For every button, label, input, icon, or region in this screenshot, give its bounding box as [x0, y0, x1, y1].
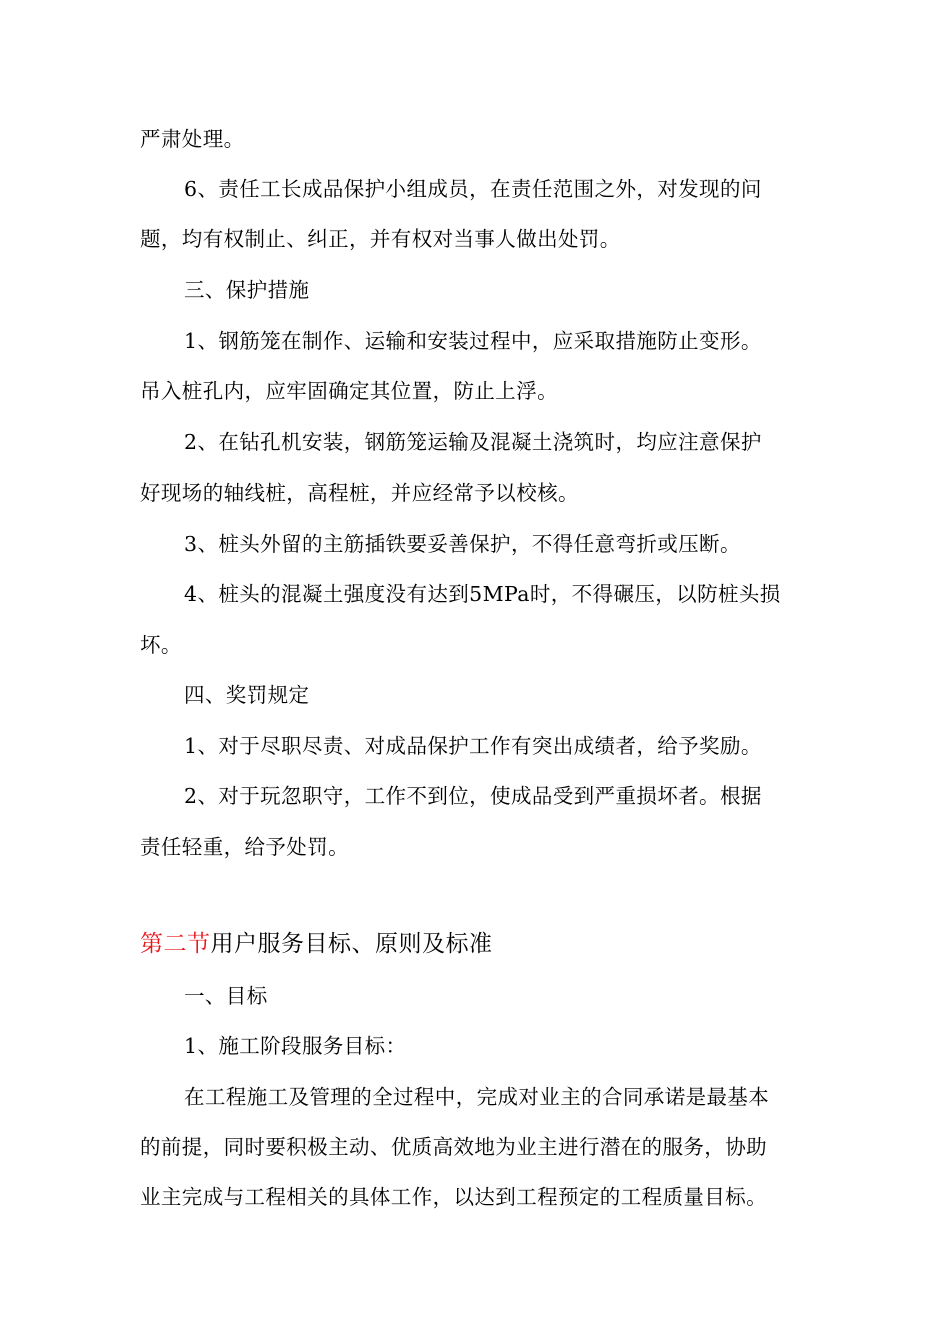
subsection-title: 四、奖罚规定 — [184, 683, 310, 707]
paragraph-line: 好现场的轴线桩，高程桩，并应经常予以校核。 — [140, 481, 579, 505]
paragraph-line: 坏。 — [140, 633, 182, 657]
paragraph-line: 题，均有权制止、纠正，并有权对当事人做出处罚。 — [140, 227, 621, 251]
paragraph-line: 在工程施工及管理的全过程中，完成对业主的合同承诺是最基本 — [184, 1085, 770, 1109]
paragraph-line: 1、钢筋笼在制作、运输和安装过程中，应采取措施防止变形。 — [184, 329, 762, 353]
paragraph-line: 2、在钻孔机安装，钢筋笼运输及混凝土浇筑时，均应注意保护 — [184, 430, 762, 454]
paragraph-line: 吊入桩孔内，应牢固确定其位置，防止上浮。 — [140, 379, 558, 403]
paragraph-line: 1、对于尽职尽责、对成品保护工作有突出成绩者，给予奖励。 — [184, 734, 762, 758]
paragraph-line: 责任轻重，给予处罚。 — [140, 835, 349, 859]
section-heading-prefix: 第二节 — [140, 931, 211, 957]
paragraph-line: 2、对于玩忽职守，工作不到位，使成品受到严重损坏者。根据 — [184, 784, 762, 808]
section-heading — [140, 928, 493, 960]
subsection-title: 一、目标 — [184, 984, 268, 1008]
paragraph-line: 业主完成与工程相关的具体工作，以达到工程预定的工程质量目标。 — [140, 1185, 767, 1209]
section-heading-title: 用户服务目标、原则及标准 — [210, 931, 493, 957]
paragraph-line: 4、桩头的混凝土强度没有达到5MPa时，不得碾压，以防桩头损 — [184, 582, 781, 606]
paragraph-line: 严肃处理。 — [140, 127, 245, 151]
paragraph-line: 1、施工阶段服务目标： — [184, 1034, 407, 1058]
paragraph-line: 6、责任工长成品保护小组成员，在责任范围之外，对发现的问 — [184, 177, 762, 201]
paragraph-line: 的前提，同时要积极主动、优质高效地为业主进行潜在的服务，协助 — [140, 1135, 767, 1159]
paragraph-line: 3、桩头外留的主筋插铁要妥善保护，不得任意弯折或压断。 — [184, 532, 741, 556]
subsection-title: 三、保护措施 — [184, 278, 310, 302]
